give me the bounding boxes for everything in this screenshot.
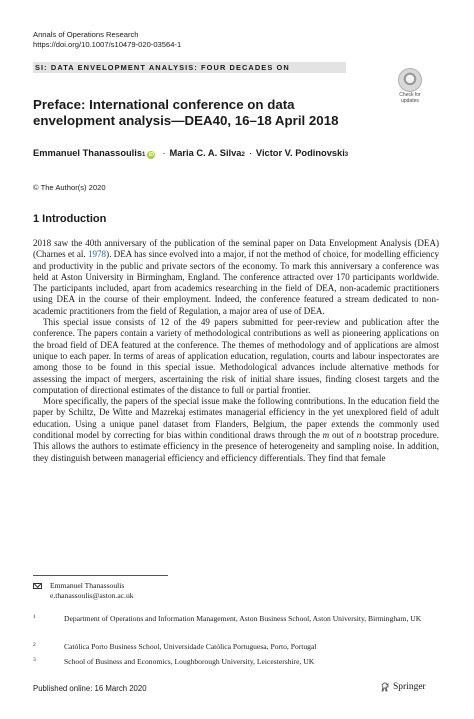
affiliation-text: School of Business and Economics, Loughborough University, Leicestershire, UK xyxy=(64,657,315,666)
check-for-updates-badge[interactable] xyxy=(392,68,428,106)
author-affil-mark: 1 xyxy=(142,152,146,158)
journal-name: Annals of Operations Research xyxy=(33,30,139,39)
affiliation-item xyxy=(33,657,314,667)
author-name[interactable]: Victor V. Podinovski xyxy=(255,148,345,158)
section-heading: 1 Introduction xyxy=(33,213,107,225)
check-updates-text: Check for updates xyxy=(399,92,421,104)
journal-header xyxy=(33,30,181,50)
article-title: Preface: International conference on data envelopment analysis—DEA40, 16–18 April 2018 xyxy=(33,97,339,128)
affiliation-item xyxy=(33,642,316,652)
published-date: Published online: 16 March 2020 xyxy=(33,684,147,693)
paragraph: 2018 saw the 40th anniversary of the publication of the seminal paper on Data Envelopment Analysis (DEA) (Charnes et al. 1978). DEA has since evolved into a major, if not the method of choice, for modelling efficiency and productivity in the public and private sectors of the economy. To mark this anniversary a conference was held at Aston University in Birmingham, England. The conference attracted over 170 participants worldwide. The participants included, apart from academics researching in the field of DEA, non-academic practitioners using DEA in the course of their employment. Indeed, the conference featured a stream dedicated to non-academic practitioners from the field of Regulation, a major area of use of DEA. xyxy=(33,238,439,316)
author-affil-mark: 2 xyxy=(241,152,245,158)
author-separator: · xyxy=(248,148,252,158)
special-issue-label: SI: DATA ENVELOPMENT ANALYSIS: FOUR DECADES ON xyxy=(35,63,290,72)
publisher-name: Springer xyxy=(393,682,426,692)
author-separator: · xyxy=(162,148,166,158)
publisher-logo xyxy=(380,682,426,692)
author-affil-mark: 3 xyxy=(344,152,349,158)
special-issue-banner xyxy=(33,62,346,73)
paragraph: More specifically, the papers of the special issue make the following contributions. In the education field the paper by Schiltz, De Witte and Mazrekaj estimates managerial efficiency in the yet unexplored field of adult education. Using a unique panel dataset from Flanders, Belgium, the paper extends the commonly used conditional model by correcting for bias within conditional draws through the m out of n bootstrap procedure. This allows the authors to estimate efficiency in the presence of heterogeneity and sampling noise. In addition, they distinguish between managerial efficiency and efficiency differentials. They find that female xyxy=(33,396,439,463)
envelope-icon xyxy=(33,583,42,589)
citation-link[interactable]: 1978 xyxy=(87,249,107,260)
author-name[interactable]: Maria C. A. Silva xyxy=(169,148,242,158)
author-name[interactable]: Emmanuel Thanassoulis xyxy=(33,148,143,158)
paragraph: This special issue consists of 12 of the 49 papers submitted for peer-review and publication after the conference. The papers contain a variety of methodological contributions as well as pioneering applications on the broad field of DEA featured at the conference. The themes of methodology and of applications are almost unique to each paper. In terms of areas of application education, regulation, courts and labour inspectorates are among those to be found in this special issue. Methodological advances include alternative methods for assessing the impact of mergers, ascertaining the risk of initial share issues, finding closest targets and the computation of directional estimates of the distance to full or partial frontier. xyxy=(33,317,439,395)
affiliation-item xyxy=(33,614,434,624)
affiliation-text: Católica Porto Business School, Universidade Católica Portuguesa, Porto, Portugal xyxy=(64,642,317,651)
body-text xyxy=(33,238,439,464)
check-updates-icon xyxy=(398,68,422,92)
affiliation-number: 1 xyxy=(33,614,36,620)
corresponding-name: Emmanuel Thanassoulis xyxy=(50,581,125,590)
affiliation-text: Department of Operations and Information Management, Aston Business School, Aston University, Birmingham, UK xyxy=(64,614,422,623)
footnote-divider xyxy=(33,575,168,576)
corresponding-author xyxy=(33,581,134,600)
author-list xyxy=(33,148,348,159)
orcid-icon[interactable]: iD xyxy=(148,152,155,158)
copyright-notice: © The Author(s) 2020 xyxy=(33,183,106,192)
springer-horse-icon xyxy=(380,682,390,692)
affiliation-number: 3 xyxy=(33,657,36,663)
affiliation-number: 2 xyxy=(33,642,36,648)
doi-link[interactable]: https://doi.org/10.1007/s10479-020-03564-1 xyxy=(33,40,182,49)
corresponding-email[interactable]: e.thanassoulis@aston.ac.uk xyxy=(50,590,134,600)
